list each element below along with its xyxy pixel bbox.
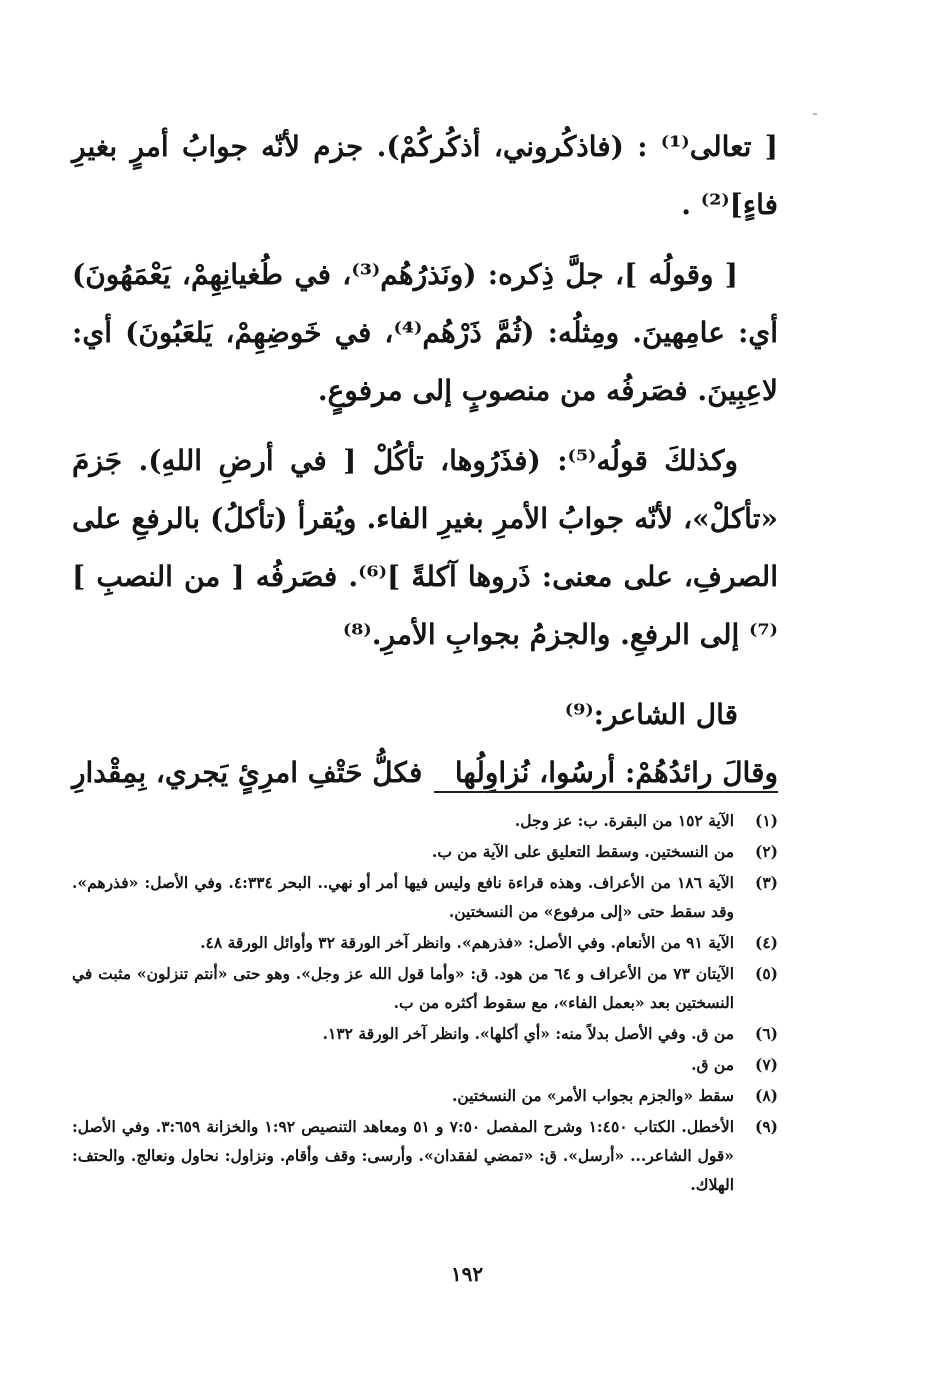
footnote <box>72 1081 778 1110</box>
verse-second-hemistich: فكلُّ حَتْفِ امرِئٍ يَجري، بِمِقْدارِ <box>72 756 423 789</box>
footnote-text: سقط «والجزم بجواب الأمر» من النسختين. <box>452 1086 734 1105</box>
footnote-number: (٥) <box>754 964 778 983</box>
footnote-number: (٧) <box>754 1055 778 1074</box>
footnote-text: الآية ٩١ من الأنعام. وفي الأصل: «فذرهم». وانظر آخر الورقة ٣٢ وأوائل الورقة ٤٨. <box>200 933 734 952</box>
footnote-number: (٦) <box>754 1024 778 1043</box>
poetry-verse <box>72 744 778 802</box>
footnote <box>72 1050 778 1079</box>
footnote-text: الآيتان ٧٣ من الأعراف و ٦٤ من هود. ق: «وأما قول الله عز وجل». وهو حتى «أنتم تنزلون» مثبت في النسختين بعد «بعمل الفاء»، مع سقوط أكثره من ب. <box>72 964 734 1012</box>
footnote <box>72 928 778 957</box>
footnote-text: من ق. <box>691 1055 734 1074</box>
footnote-text: من النسختين. وسقط التعليق على الآية من ب. <box>431 842 734 861</box>
scan-mark: ˜ <box>812 112 818 126</box>
footnote-number: (٢) <box>754 842 778 861</box>
footnote <box>72 1112 778 1199</box>
footnote-text: من ق. وفي الأصل بدلاً منه: «أي أكلها». وانظر آخر الورقة ١٣٢. <box>322 1024 734 1043</box>
footnote-text: الآية ١٨٦ من الأعراف. وهذه قراءة نافع وليس فيها أمر أو نهي.. البحر ٤:٣٣٤. وفي الأصل: «فذرهم». وقد سقط حتى «إلى مرفوع» من النسختين. <box>72 873 734 921</box>
footnote-separator <box>434 791 778 793</box>
footnote <box>72 959 778 1017</box>
footnote-number: (٤) <box>754 933 778 952</box>
footnote <box>72 806 778 835</box>
footnote <box>72 1019 778 1048</box>
footnote-number: (٣) <box>754 873 778 892</box>
footnote-number: (١) <box>754 811 778 830</box>
footnote <box>72 868 778 926</box>
footnote-text: الآية ١٥٢ من البقرة. ب: عز وجل. <box>514 811 734 830</box>
footnote-text: الأخطل. الكتاب ١:٤٥٠ وشرح المفصل ٧:٥٠ و ٥١ ومعاهد التنصيص ١:٩٢ والخزانة ٣:٦٥٩. وفي الأصل: «قول الشاعر... «أرسل». ق: «تمضي لفقدان». وأرسى: وقف وأقام. ونزاول: نحاول ونعالج. والحتف: الهلاك. <box>72 1117 734 1194</box>
paragraph-2: [ وقولُه ]، جلَّ ذِكره: (ونَذرُهُم⁽³⁾، في طُغيانِهِمْ، يَعْمَهُونَ) أي: عامِهينَ. ومِثلُه: (ثُمَّ ذَرْهُم⁽⁴⁾، في خَوضِهِمْ، يَلعَبُونَ) أي: لاعِبِينَ. فصَرفُه من منصوبٍ إلى مرفوعٍ. <box>72 258 779 407</box>
main-text <box>72 118 778 802</box>
paragraph-1: [ تعالى⁽¹⁾ : (فاذكُروني، أذكُركُمْ). جزم لأنّه جوابُ أمرٍ بغيرِ فاءٍ]⁽²⁾ . <box>72 130 778 221</box>
verse-first-hemistich: وقالَ رائدُهُمْ: أرسُوا، نُزاوِلُها <box>454 756 778 789</box>
footnote-number: (٨) <box>754 1086 778 1105</box>
footnotes <box>72 806 778 1201</box>
page-number: ١٩٢ <box>450 1262 484 1286</box>
footnote <box>72 837 778 866</box>
paragraph-3: وكذلكَ قولُه⁽⁵⁾: (فذَرُوها، تأكُلْ [ في أرضِ اللهِ). جَزمَ «تأكلْ»، لأنّه جوابُ الأمرِ بغيرِ الفاء. ويُقرأ (تأكلُ) بالرفعِ على الصرفِ، على معنى: ذَروها آكلةً ]⁽⁶⁾. فصَرفُه [ من النصبِ ]⁽⁷⁾ إلى الرفعِ. والجزمُ بجوابِ الأمرِ.⁽⁸⁾ <box>72 444 778 651</box>
footnote-number: (٩) <box>754 1117 778 1136</box>
poet-label: قال الشاعر:⁽⁹⁾ <box>564 698 738 731</box>
